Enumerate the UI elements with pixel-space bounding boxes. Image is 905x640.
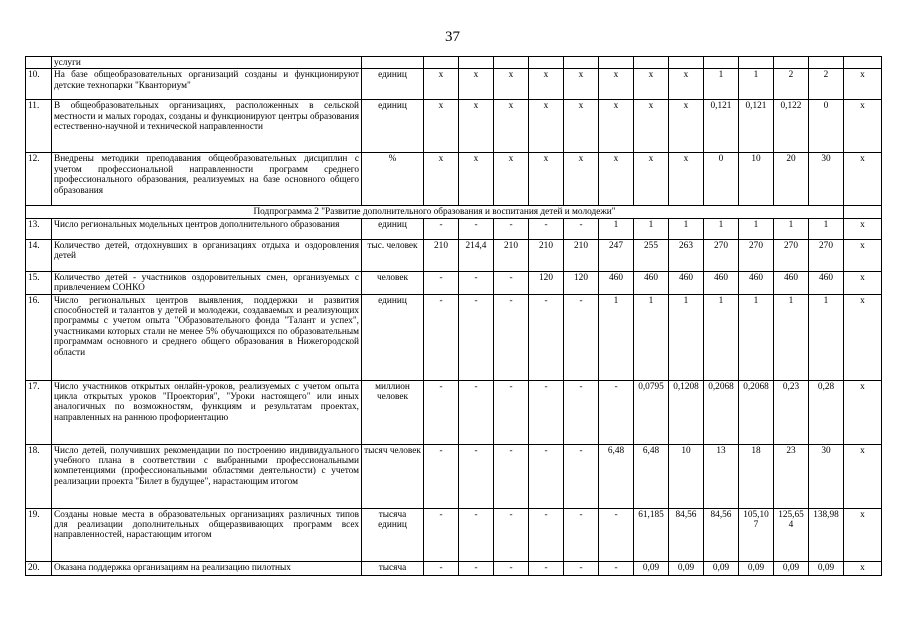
value-cell: - (459, 218, 494, 239)
table-row (26, 380, 882, 444)
indicator-name-cell: Созданы новые места в образовательных организациях различных типов для реализации дополнительных общеразвивающих программ всех направленностей, нарастающим итогом (52, 508, 362, 561)
value-cell: х (599, 69, 634, 100)
indicator-name-cell: На базе общеобразовательных организаций созданы и функционируют детские технопарки "Кванториум" (52, 69, 362, 100)
value-cell: - (424, 561, 459, 575)
value-cell: 6,48 (599, 444, 634, 508)
value-cell: 2 (809, 69, 844, 100)
value-cell: х (494, 153, 529, 206)
value-cell: 460 (809, 271, 844, 294)
value-cell: 1 (669, 294, 704, 380)
value-cell: 255 (634, 239, 669, 271)
value-cell: 460 (774, 271, 809, 294)
value-cell: 1 (669, 218, 704, 239)
unit-cell: тысяча единиц (362, 508, 424, 561)
value-cell: 1 (774, 294, 809, 380)
value-cell: х (529, 153, 564, 206)
value-cell: х (844, 218, 882, 239)
value-cell: - (599, 561, 634, 575)
value-cell: х (844, 508, 882, 561)
table-body-bottom (26, 218, 882, 575)
row-number-cell: 20. (26, 561, 52, 575)
value-cell: - (529, 380, 564, 444)
value-cell: - (564, 380, 599, 444)
value-cell: - (599, 380, 634, 444)
value-cell: - (529, 508, 564, 561)
value-cell: 0,09 (774, 561, 809, 575)
value-cell: 263 (669, 239, 704, 271)
value-cell: 214,4 (459, 239, 494, 271)
value-cell: 30 (809, 153, 844, 206)
value-cell: 0,09 (669, 561, 704, 575)
indicator-name-cell: Число детей, получивших рекомендации по построению индивидуального учебного плана в соответствии с выбранными профессиональными компетенциями (профессиональными областями деятельности) с учетом реализации проекта "Билет в будущее", нарастающим итогом (52, 444, 362, 508)
value-cell: - (564, 444, 599, 508)
value-cell: 125,654 (774, 508, 809, 561)
value-cell: 0,28 (809, 380, 844, 444)
value-cell: 0,1208 (669, 380, 704, 444)
value-cell: х (844, 271, 882, 294)
value-cell: х (634, 69, 669, 100)
unit-cell: единиц (362, 69, 424, 100)
value-cell: 0 (704, 153, 739, 206)
indicators-table (25, 56, 882, 576)
unit-cell: миллион человек (362, 380, 424, 444)
value-cell: 120 (564, 271, 599, 294)
value-cell: 460 (599, 271, 634, 294)
value-cell: - (564, 508, 599, 561)
value-cell: 0,09 (704, 561, 739, 575)
value-cell: - (599, 508, 634, 561)
table-row (26, 294, 882, 380)
table-row (26, 561, 882, 575)
section-header-body (26, 206, 882, 218)
value-cell: 1 (704, 294, 739, 380)
value-cell: - (459, 294, 494, 380)
value-cell: 1 (739, 218, 774, 239)
value-cell: 84,56 (704, 508, 739, 561)
value-cell: х (844, 294, 882, 380)
table-row (26, 239, 882, 271)
unit-cell: единиц (362, 100, 424, 153)
value-cell: - (529, 294, 564, 380)
indicator-name-cell: В общеобразовательных организациях, расположенных в сельской местности и малых городах, созданы и функционируют центры образования естественно-научной и технической направленности (52, 100, 362, 153)
unit-cell: единиц (362, 218, 424, 239)
value-cell: х (844, 561, 882, 575)
table-row (26, 508, 882, 561)
value-cell: 1 (704, 218, 739, 239)
value-cell: 6,48 (634, 444, 669, 508)
value-cell: х (459, 69, 494, 100)
value-cell: 18 (739, 444, 774, 508)
indicator-name-cell: Оказана поддержка организациям на реализацию пилотных (52, 561, 362, 575)
value-cell: х (669, 153, 704, 206)
value-cell: 61,185 (634, 508, 669, 561)
unit-cell: человек (362, 271, 424, 294)
value-cell: 270 (704, 239, 739, 271)
value-cell: х (459, 100, 494, 153)
value-cell: 0,2068 (739, 380, 774, 444)
value-cell: - (424, 294, 459, 380)
value-cell: - (494, 444, 529, 508)
value-cell: 210 (424, 239, 459, 271)
value-cell: - (494, 271, 529, 294)
value-cell: х (844, 153, 882, 206)
value-cell: 270 (809, 239, 844, 271)
value-cell: - (564, 218, 599, 239)
row-number-cell: 15. (26, 271, 52, 294)
value-cell: 210 (529, 239, 564, 271)
value-cell: 270 (739, 239, 774, 271)
value-cell: - (424, 271, 459, 294)
value-cell: 84,56 (669, 508, 704, 561)
value-cell: 210 (564, 239, 599, 271)
row-number-cell (26, 57, 52, 69)
table-row (26, 271, 882, 294)
value-cell: 1 (599, 294, 634, 380)
row-number-cell: 12. (26, 153, 52, 206)
row-number-cell: 19. (26, 508, 52, 561)
value-cell: - (564, 561, 599, 575)
value-cell: 460 (669, 271, 704, 294)
value-cell: 0,122 (774, 100, 809, 153)
value-cell: х (669, 69, 704, 100)
row-number-cell: 16. (26, 294, 52, 380)
table-row (26, 218, 882, 239)
unit-cell: тысяч человек (362, 444, 424, 508)
row-number-cell: 17. (26, 380, 52, 444)
unit-cell: тысяча (362, 561, 424, 575)
value-cell: х (564, 100, 599, 153)
value-cell: 1 (739, 294, 774, 380)
value-cell: 0,09 (739, 561, 774, 575)
value-cell: - (529, 444, 564, 508)
value-cell: - (494, 294, 529, 380)
section-row (26, 206, 882, 218)
value-cell: 1 (809, 294, 844, 380)
value-cell: 20 (774, 153, 809, 206)
value-cell: 1 (634, 218, 669, 239)
indicator-name-cell: Внедрены методики преподавания общеобразовательных дисциплин с учетом профессиональной направленности программ среднего профессионального образования, реализуемых на базе основного общего образования (52, 153, 362, 206)
value-cell: 1 (599, 218, 634, 239)
subprogram-title: Подпрограмма 2 "Развитие дополнительного образования и воспитания детей и молодежи" (26, 206, 844, 218)
value-cell: 0,23 (774, 380, 809, 444)
value-cell: 460 (634, 271, 669, 294)
value-cell: 460 (739, 271, 774, 294)
value-cell: х (459, 153, 494, 206)
value-cell: 0,09 (634, 561, 669, 575)
row-number-cell: 18. (26, 444, 52, 508)
unit-cell: единиц (362, 294, 424, 380)
value-cell: - (424, 380, 459, 444)
value-cell: х (844, 69, 882, 100)
value-cell: 30 (809, 444, 844, 508)
value-cell: 1 (704, 69, 739, 100)
value-cell: 270 (774, 239, 809, 271)
value-cell: х (494, 100, 529, 153)
value-cell: 1 (809, 218, 844, 239)
value-cell: х (424, 100, 459, 153)
row-number-cell: 10. (26, 69, 52, 100)
value-cell: 0 (809, 100, 844, 153)
value-cell: - (529, 218, 564, 239)
value-cell: - (529, 561, 564, 575)
value-cell: 1 (774, 218, 809, 239)
value-cell: х (634, 100, 669, 153)
value-cell: 10 (669, 444, 704, 508)
table-row (26, 57, 882, 69)
table-row (26, 69, 882, 100)
value-cell: 1 (634, 294, 669, 380)
value-cell: х (529, 69, 564, 100)
unit-cell: % (362, 153, 424, 206)
page-number: 37 (445, 29, 460, 45)
value-cell: х (424, 69, 459, 100)
value-cell: х (599, 100, 634, 153)
value-cell: х (844, 444, 882, 508)
indicator-name-cell: Число региональных центров выявления, поддержки и развития способностей и талантов у детей и молодежи, создаваемых и реализующих программы с учетом опыта "Образовательного фонда "Талант и успех", участниками которых стали не менее 5% обучающихся по образовательным программам основного и среднего общего образования в Нижегородской области (52, 294, 362, 380)
value-cell: х (634, 153, 669, 206)
value-cell: 138,98 (809, 508, 844, 561)
value-cell: - (459, 271, 494, 294)
value-cell: х (844, 380, 882, 444)
row-number-cell: 14. (26, 239, 52, 271)
value-cell: х (669, 100, 704, 153)
value-cell: - (424, 218, 459, 239)
value-cell: - (459, 380, 494, 444)
value-cell: 0,2068 (704, 380, 739, 444)
value-cell: 0,0795 (634, 380, 669, 444)
value-cell: - (459, 444, 494, 508)
value-cell: 460 (704, 271, 739, 294)
indicator-name-cell: Количество детей, отдохнувших в организациях отдыха и оздоровления детей (52, 239, 362, 271)
value-cell: 105,107 (739, 508, 774, 561)
value-cell: 1 (739, 69, 774, 100)
value-cell: - (424, 508, 459, 561)
section-empty-cell (844, 206, 882, 218)
indicator-name-cell: Количество детей - участников оздоровительных смен, организуемых с привлечением СОНКО (52, 271, 362, 294)
value-cell: х (844, 100, 882, 153)
value-cell: 0,09 (809, 561, 844, 575)
value-cell: - (424, 444, 459, 508)
value-cell: - (459, 561, 494, 575)
value-cell: - (459, 508, 494, 561)
value-cell: х (564, 153, 599, 206)
value-cell: 0,121 (704, 100, 739, 153)
indicator-name-cell: Число региональных модельных центров дополнительного образования (52, 218, 362, 239)
table-row (26, 153, 882, 206)
value-cell: 0,121 (739, 100, 774, 153)
value-cell: 13 (704, 444, 739, 508)
value-cell: 2 (774, 69, 809, 100)
value-cell: 23 (774, 444, 809, 508)
value-cell: х (494, 69, 529, 100)
indicator-name-cell: услуги (52, 57, 362, 69)
value-cell: х (529, 100, 564, 153)
value-cell: 120 (529, 271, 564, 294)
value-cell: х (564, 69, 599, 100)
value-cell: - (494, 218, 529, 239)
unit-cell: тыс. человек (362, 239, 424, 271)
unit-cell (362, 57, 424, 69)
indicator-name-cell: Число участников открытых онлайн-уроков, реализуемых с учетом опыта цикла открытых уроков "Проектория", "Уроки настоящего" или иных аналогичных по возможностям, функциям и результатам проектах, направленных на раннюю профориентацию (52, 380, 362, 444)
value-cell: 210 (494, 239, 529, 271)
value-cell: - (494, 508, 529, 561)
value-cell: 10 (739, 153, 774, 206)
value-cell: х (424, 153, 459, 206)
row-number-cell: 11. (26, 100, 52, 153)
table-body-top (26, 57, 882, 206)
value-cell: - (564, 294, 599, 380)
value-cell: - (494, 561, 529, 575)
row-number-cell: 13. (26, 218, 52, 239)
table-row (26, 444, 882, 508)
value-cell: - (494, 380, 529, 444)
value-cell: х (844, 239, 882, 271)
value-cell: 247 (599, 239, 634, 271)
table-row (26, 100, 882, 153)
value-cell: х (599, 153, 634, 206)
